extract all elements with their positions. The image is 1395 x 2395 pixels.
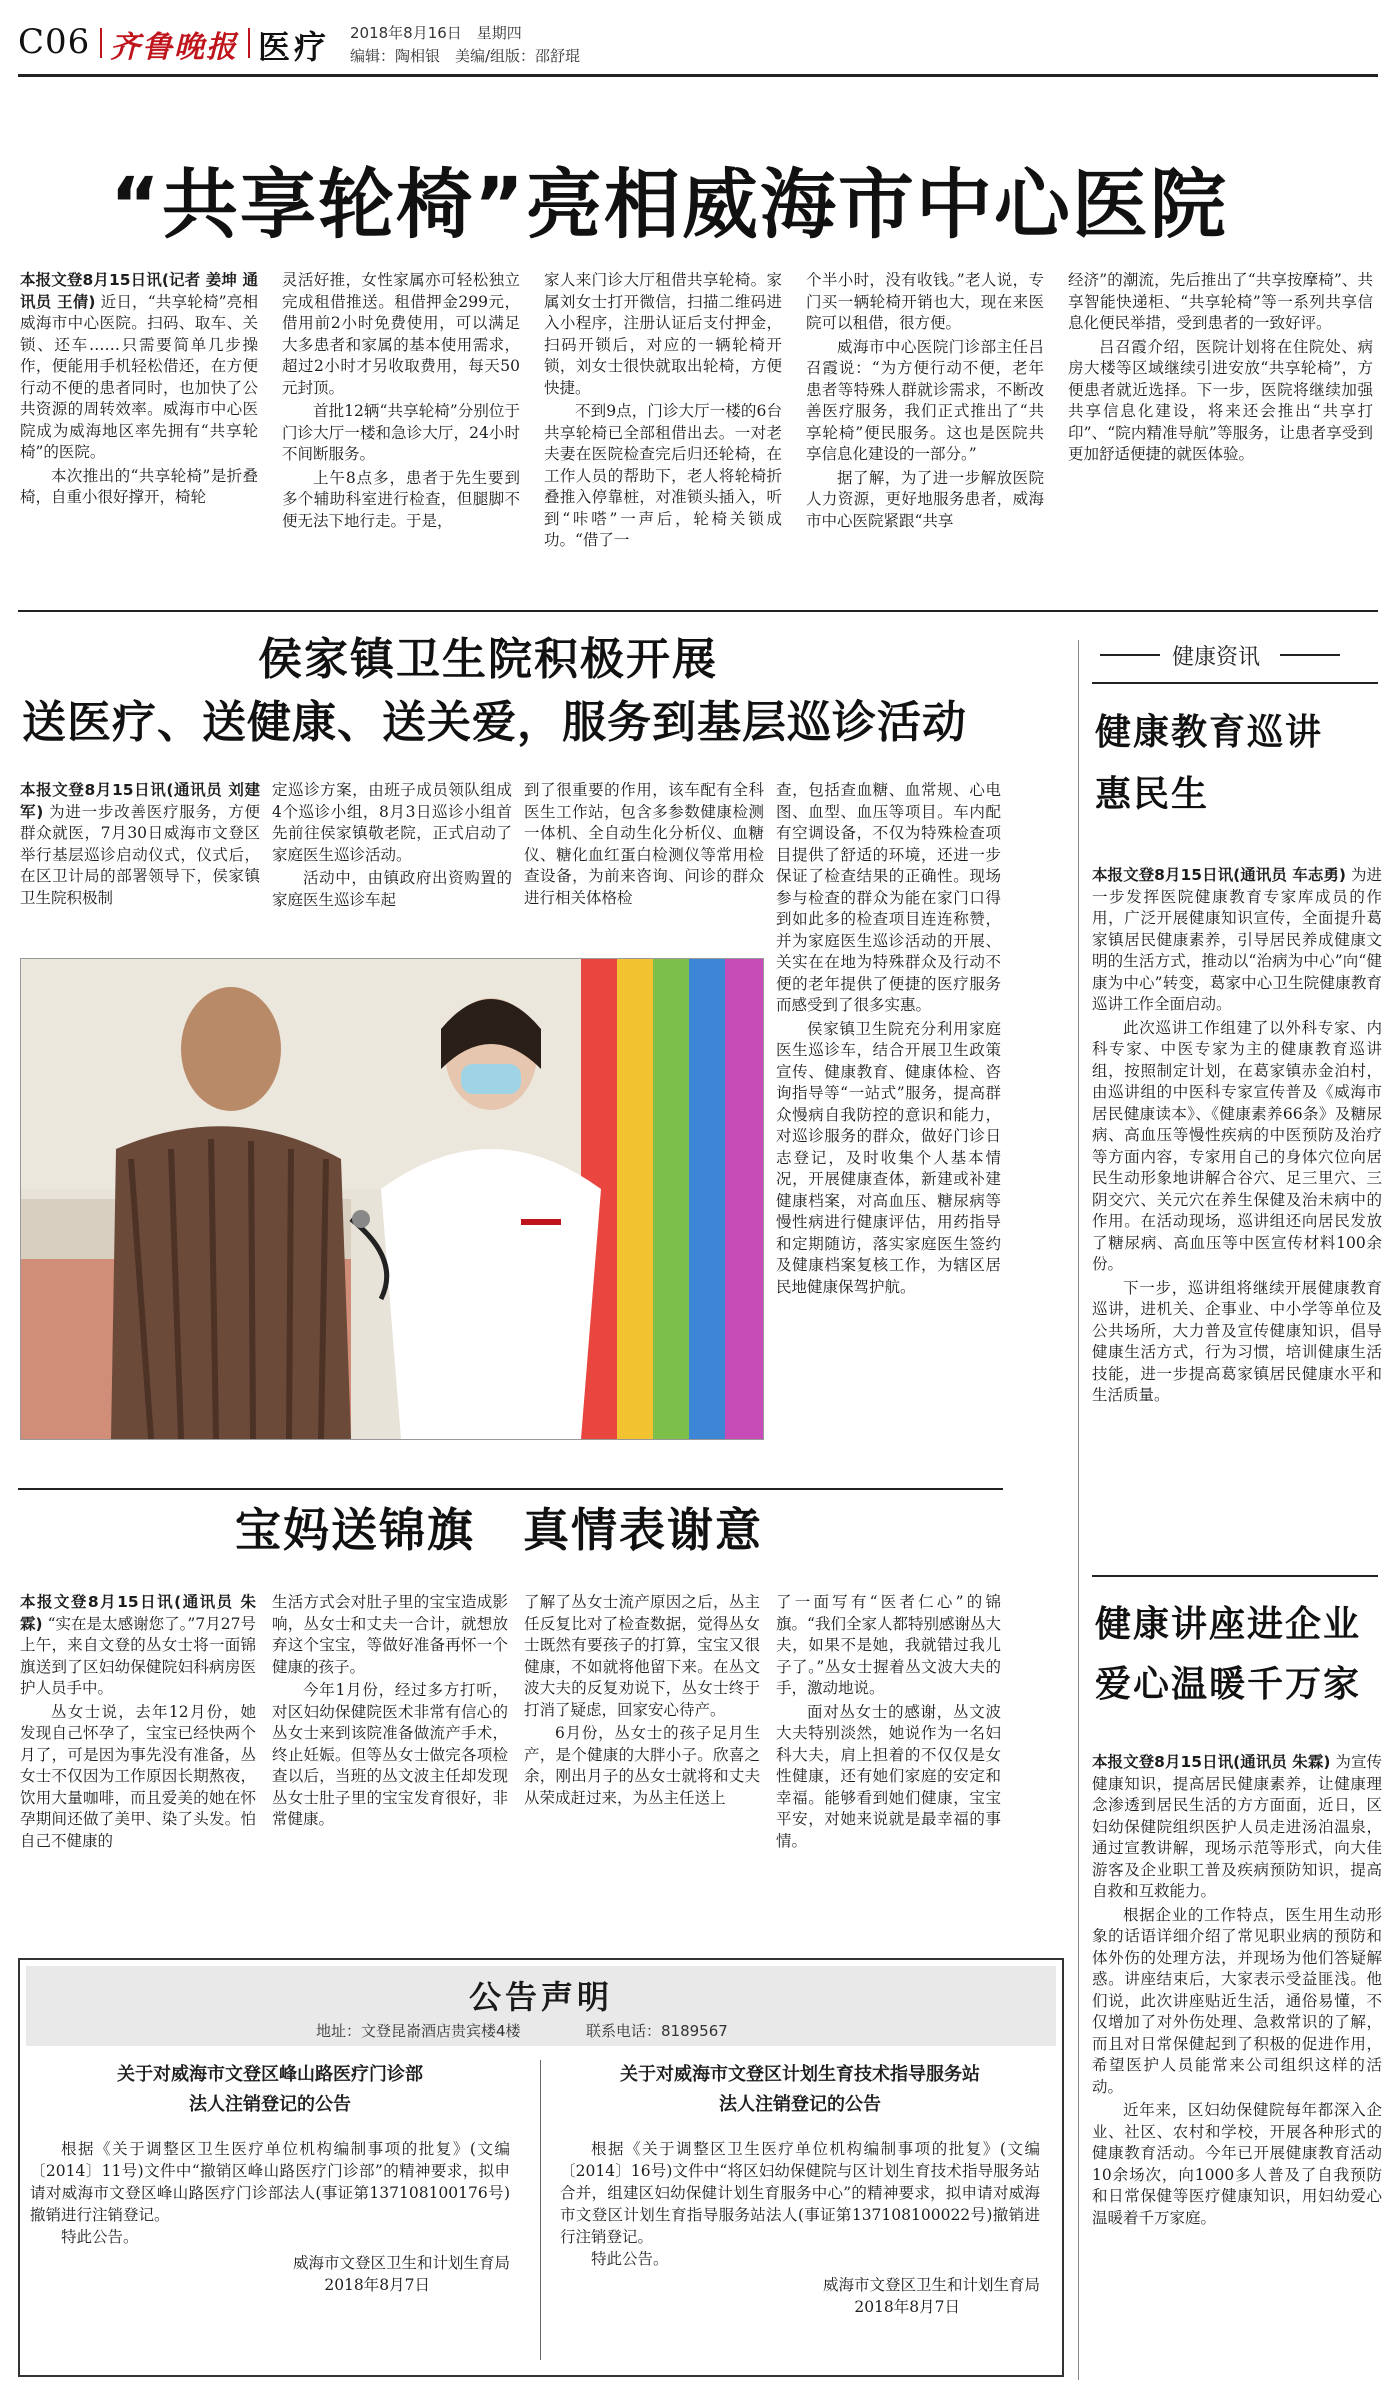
paragraph-text: 上午8点多，患者于先生要到多个辅助科室进行检查，但腿脚不便无法下地行走。于是， [282,468,520,530]
paragraph-text: 近日，“共享轮椅”亮相威海市中心医院。扫码、取车、关锁、还车……只需要简单几步操作，便能用手机轻松借还，在方便行动不便的患者同时，也加快了公共资源的周转效率。威海市中心医院成为威海地区率先拥有“共享轮椅”的医院。 [20,292,258,461]
notice-phone: 联系电话：8189567 [586,2022,728,2040]
paragraph [272,780,512,866]
paragraph-text: 查，包括查血糖、血常规、心电图、血型、血压等项目。车内配有空调设备，不仅为特殊检查项目提供了舒适的环境，还进一步保证了检查结果的正确性。现场参与检查的群众为能在家门口得到如此多的检查项目连连称赞，并为家庭医生巡诊活动的开展、关实在在地为特殊群众及行动不便的老年提供了便捷的医疗服务而感受到了很多实惠。 [776,781,1001,1014]
section-name: 医疗 [258,28,331,66]
sidebar-rule [1092,1575,1378,1577]
sidebar-section-label [1100,640,1360,670]
paragraph-text: 了解了丛女士流产原因之后，丛主任反复比对了检查数据，觉得丛女士既然有要孩子的打算，宝宝又很健康，不如就将他留下来。在丛文波大夫的反复劝说下，丛女士终于打消了疑虑，回家安心待产。 [524,1593,760,1719]
paragraph [776,780,1001,1017]
page-number: C06 [18,22,91,62]
paragraph-text: 生活方式会对肚子里的宝宝造成影响，丛女士和丈夫一合计，就想放弃这个宝宝，等做好准备再怀一个健康的孩子。 [272,1593,508,1676]
paragraph [1068,337,1373,466]
lead-col [1068,270,1373,600]
paragraph [806,468,1044,533]
paragraph-text: 经济”的潮流，先后推出了“共享按摩椅”、共享智能快递柜、“共享轮椅”等一系列共享信息化便民举措，受到患者的一致好评。 [1068,271,1373,332]
sidebar-b-body [1092,1752,1382,2382]
paragraph [282,401,520,466]
sidebar-b-headline-line1: 健康讲座进企业 [1095,1604,1362,1645]
paragraph-text: 近年来，区妇幼保健院每年都深入企业、社区、农村和学校，开展各种形式的健康教育活动。今年已开展健康教育活动10余场次，向1000多人普及了自我预防和日常保健等医疗健康知识，用妇幼爱心温暖着千万家庭。 [1092,2101,1382,2227]
paragraph [20,780,260,909]
section-rule [18,610,1378,612]
story2-col [776,780,1001,1480]
paragraph [1092,1278,1382,1407]
notice-right-date: 2018年8月7日 [854,2298,960,2316]
story3-col [272,1592,508,1922]
paragraph-text: 首批12辆“共享轮椅”分别位于门诊大厅一楼和急诊大厅，24小时不间断服务。 [282,402,520,463]
paragraph-text: 下一步，巡讲组将继续开展健康教育巡讲，进机关、企事业、中小学等单位及公共场所，大力普及宣传健康知识，倡导健康生活方式，行为习惯，培训健康生活技能，进一步提高葛家镇居民健康水平和生活质量。 [1092,1278,1382,1404]
paragraph [776,1019,1001,1299]
dateline: 本报文登8月15日讯(通讯员 朱霖) [1092,1753,1331,1771]
dateline: 本报文登8月15日讯(通讯员 朱霖) [20,1593,256,1633]
lead-headline: “共享轮椅”亮相威海市中心医院 [110,160,1228,249]
lead-col [806,270,1044,600]
paragraph [776,1592,1001,1700]
paragraph [272,1680,508,1831]
paragraph [1092,1752,1382,1903]
paragraph-text: 定巡诊方案，由班子成员领队组成4个巡诊小组，8月3日巡诊小组首先前往侯家镇敬老院，正式启动了家庭医生巡诊活动。 [272,781,512,864]
story2-col [20,780,260,940]
story2-col [524,780,764,940]
paragraph [1092,865,1382,1016]
paragraph-text: 侯家镇卫生院充分利用家庭医生巡诊车，结合开展卫生政策宣传、健康教育、健康体检、咨询指导等“一站式”服务，提高群众慢病自我防控的意识和能力，对巡诊服务的群众，做好门诊日志登记，及时收集个人基本情况，开展健康查体，新建或补建健康档案，对高血压、糖尿病等慢性病进行健康评估，用药指导和定期随访，落实家庭医生签约及健康档案复核工作，为辖区居民地健康保驾护航。 [776,1019,1001,1296]
paragraph [20,1592,256,1700]
staff-credits: 编辑：陶相银 美编/组版：邵舒琨 [350,47,581,65]
paragraph [1092,1018,1382,1276]
sidebar-a-body [1092,865,1382,1555]
story3-col [524,1592,760,1922]
paragraph-text: 丛女士说，去年12月份，她发现自己怀孕了，宝宝已经快两个月了，可是因为事先没有准备，丛女士不仅因为工作原因长期熬夜，饮用大量咖啡，而且爱美的她在怀孕期间还做了美甲、染了头发。怕自己不健康的 [20,1702,256,1850]
notice-right [560,2060,1040,2318]
sidebar-b-headline-line2: 爱心温暖千万家 [1095,1664,1362,1705]
paragraph [776,1702,1001,1853]
paragraph-text: 吕召霞介绍，医院计划将在住院处、病房大楼等区域继续引进安放“共享轮椅”，方便患者就近选择。下一步，医院将继续加强共享信息化建设，将来还会推出“共享打印”、“院内精准导航”等服务，让患者享受到更加舒适便捷的就医体验。 [1068,337,1373,463]
story2-headline-line1: 侯家镇卫生院积极开展 [258,634,718,685]
story2-col [272,780,512,940]
paragraph-text: 为进一步改善医疗服务，方便群众就医，7月30日威海市文登区举行基层巡诊启动仪式，仪式后，在区卫计局的部署领导下，侯家镇卫生院积极制 [20,802,260,907]
paragraph-text: 活动中，由镇政府出资购置的家庭医生巡诊车起 [272,869,512,909]
notice-left-end: 特此公告。 [61,2228,139,2246]
masthead-divider [100,28,102,58]
notice-right-title-line1: 关于对威海市文登区计划生育技术指导服务站 [620,2064,980,2085]
dateline: 本报文登8月15日讯(通讯员 刘建军) [20,781,260,821]
paragraph [272,1592,508,1678]
notice-box [18,1958,1064,2377]
section-rule [18,1488,1003,1490]
sidebar-label-text: 健康资讯 [1172,645,1261,670]
story3-headline: 宝妈送锦旗 真情表谢意 [235,1503,763,1557]
paragraph-text: 为进一步发挥医院健康教育专家库成员的作用，广泛开展健康知识宣传，全面提升葛家镇居民健康素养，引导居民养成健康文明的生活方式，推动以“治病为中心”向“健康为中心”转变，葛家中心卫生院健康教育巡讲工作全面启动。 [1092,866,1382,1013]
paper-name-logo: 齐鲁晚报 [110,30,238,65]
paragraph-text: 了一面写有“医者仁心”的锦旗。“我们全家人都特别感谢丛大夫，如果不是她，我就错过我儿子了。”丛女士握着丛文波大夫的手，激动地说。 [776,1593,1001,1697]
paragraph-text: “实在是太感谢您了。”7月27号上午，来自文登的丛女士将一面锦旗送到了区妇幼保健院妇科病房医护人员手中。 [20,1614,256,1697]
story2-headline-line2: 送医疗、送健康、送关爱，服务到基层巡诊活动 [22,697,967,748]
notice-left [30,2060,510,2296]
paragraph-text: 此次巡讲工作组建了以外科专家、内科专家、中医专家为主的健康教育巡讲组，按照制定计划，在葛家镇赤金泊村，由巡讲组的中医科专家宣传普及《威海市居民健康读本》、《健康素养66条》及糖尿病、高血压等慢性疾病的中医预防及治疗等方面内容，专家用自己的身体穴位向居民生动形象地讲解合谷穴、足三里穴、三阴交穴、关元穴在养生保健及治未病中的作用。在活动现场，巡讲组还向居民发放了糖尿病、高血压等中医宣传材料100余份。 [1092,1018,1382,1273]
paragraph-text: 本次推出的“共享轮椅”是折叠椅，自重小很好撑开，椅轮 [20,466,258,506]
paragraph [1092,1905,1382,2099]
paragraph [1092,2100,1382,2229]
paragraph [20,1702,256,1853]
lead-col [282,270,520,600]
sidebar-a-headline-line2: 惠民生 [1095,774,1210,815]
paragraph-text: 到了很重要的作用，该车配有全科医生工作站，包含多参数健康检测一体机、全自动生化分析仪、血糖仪、糖化血红蛋白检测仪等常用检查设备，为前来咨询、问诊的群众进行相关体格检 [524,781,764,907]
paragraph-text: 6月份，丛女士的孩子足月生产，是个健康的大胖小子。欣喜之余，刚出月子的丛女士就将和丈夫从荣成赶过来，为丛主任送上 [524,1724,760,1807]
paragraph-text: 今年1月份，经过多方打听，对区妇幼保健院医术非常有信心的丛女士来到该院准备做流产手术，终止妊娠。但等丛女士做完各项检查以后，当班的丛文波主任却发现丛女士肚子里的宝宝发育很好，非常健康。 [272,1681,508,1828]
column-divider [1078,640,1079,2380]
notice-right-end: 特此公告。 [591,2250,669,2268]
label-rule [1280,654,1340,656]
paragraph-text: 面对丛女士的感谢，丛文波大夫特别淡然，她说作为一名妇科大夫，肩上担着的不仅仅是女性健康，还有她们家庭的安定和幸福。能够看到她们健康，宝宝平安，对她来说就是最幸福的事情。 [776,1702,1001,1850]
notice-left-title-line2: 法人注销登记的公告 [189,2094,351,2115]
notice-right-signer: 威海市文登区卫生和计划生育局 [822,2276,1040,2294]
sidebar-a-headline-line1: 健康教育巡讲 [1095,712,1324,753]
paragraph-text: 为宣传健康知识，提高居民健康素养，让健康理念渗透到居民生活的方方面面，近日，区妇幼保健院组织医护人员走进汤泊温泉，通过宣教讲解，现场示范等形式，向大佳游客及企业职工普及疾病预防知识，提高自救和互救能力。 [1092,1753,1382,1900]
notice-left-title-line1: 关于对威海市文登区峰山路医疗门诊部 [117,2064,423,2085]
notice-address: 地址：文登昆嵛酒店贵宾楼4楼 [316,2022,521,2040]
paragraph [524,1592,760,1721]
dateline: 本报文登8月15日讯(记者 姜坤 通讯员 王倩) [20,271,258,311]
lead-col [20,270,258,600]
issue-date: 2018年8月16日 星期四 [350,24,522,42]
story3-col [20,1592,256,1922]
paragraph-text: 威海市中心医院门诊部主任吕召霞说：“为方便行动不便，老年患者等特殊人群就诊需求，不断改善医疗服务，我们正式推出了“共享轮椅”便民服务。这也是医院共享信息化建设的一部分。” [806,337,1044,463]
paragraph [282,468,520,533]
paragraph [806,337,1044,466]
notice-left-signer: 威海市文登区卫生和计划生育局 [292,2254,510,2272]
notice-right-title-line2: 法人注销登记的公告 [719,2094,881,2115]
notice-title: 公告声明 [468,1978,613,2016]
paragraph-text: 家人来门诊大厅租借共享轮椅。家属刘女士打开微信，扫描二维码进入小程序，注册认证后支付押金，扫码开锁后，对应的一辆轮椅开锁，刘女士很快就取出轮椅，方便快捷。 [544,271,782,397]
notice-left-date: 2018年8月7日 [324,2276,430,2294]
paragraph [544,401,782,552]
notice-right-body: 根据《关于调整区卫生医疗单位机构编制事项的批复》(文编〔2014〕16号)文件中“将区妇幼保健院与区计划生育技术指导服务站合并，组建区妇幼保健计划生育服务中心”的精神要求，拟申请对威海市文登区计划生育指导服务站法人(事证第137108100022号)撤销进行注销登记。 [560,2140,1040,2246]
paragraph [806,270,1044,335]
paragraph [1068,270,1373,335]
paragraph [524,780,764,909]
story2-photo [20,958,764,1440]
paragraph [544,270,782,399]
paragraph-text: 据了解，为了进一步解放医院人力资源，更好地服务患者，威海市中心医院紧跟“共享 [806,468,1044,530]
notice-title-bar [26,1966,1056,2046]
paragraph [282,270,520,399]
paragraph-text: 灵活好推，女性家属亦可轻松独立完成租借推送。租借押金299元，借用前2小时免费使用，可以满足大多患者和家属的基本使用需求，超过2小时才另收取费用，每天50元封顶。 [282,271,520,397]
paragraph-text: 个半小时，没有收钱。”老人说，专门买一辆轮椅开销也大，现在来医院可以租借，很方便。 [806,271,1044,332]
masthead-divider [248,28,250,58]
notice-left-body: 根据《关于调整区卫生医疗单位机构编制事项的批复》(文编〔2014〕11号)文件中“撤销区峰山路医疗门诊部”的精神要求，拟申请对威海市文登区峰山路医疗门诊部法人(事证第137108100176号)撤销进行注销登记。 [30,2140,510,2224]
paragraph [272,868,512,911]
notice-divider [540,2060,541,2360]
lead-col [544,270,782,600]
label-rule [1100,654,1160,656]
dateline: 本报文登8月15日讯(通讯员 车志勇) [1092,866,1346,884]
paragraph-text: 不到9点，门诊大厅一楼的6台共享轮椅已全部租借出去。一对老夫妻在医院检查完后归还轮椅，在工作人员的帮助下，老人将轮椅折叠推入停靠桩，对准锁头插入，听到“咔嗒”一声后，轮椅关锁成功。“借了一 [544,402,782,549]
paragraph [20,466,258,509]
paragraph [524,1723,760,1809]
sidebar-rule [1092,682,1378,684]
masthead-rule [18,74,1378,77]
paragraph-text: 根据企业的工作特点，医生用生动形象的话语详细介绍了常见职业病的预防和体外伤的处理方法，并现场为他们答疑解惑。讲座结束后，大家表示受益匪浅。他们说，此次讲座贴近生活，通俗易懂，不仅增加了对外伤处理、急救常识的了解，而且对日常保健起到了积极的促进作用，希望医护人员能常来公司组织这样的活动。 [1092,1905,1382,2096]
masthead [0,0,1395,70]
story3-col [776,1592,1001,1922]
paragraph [20,270,258,464]
